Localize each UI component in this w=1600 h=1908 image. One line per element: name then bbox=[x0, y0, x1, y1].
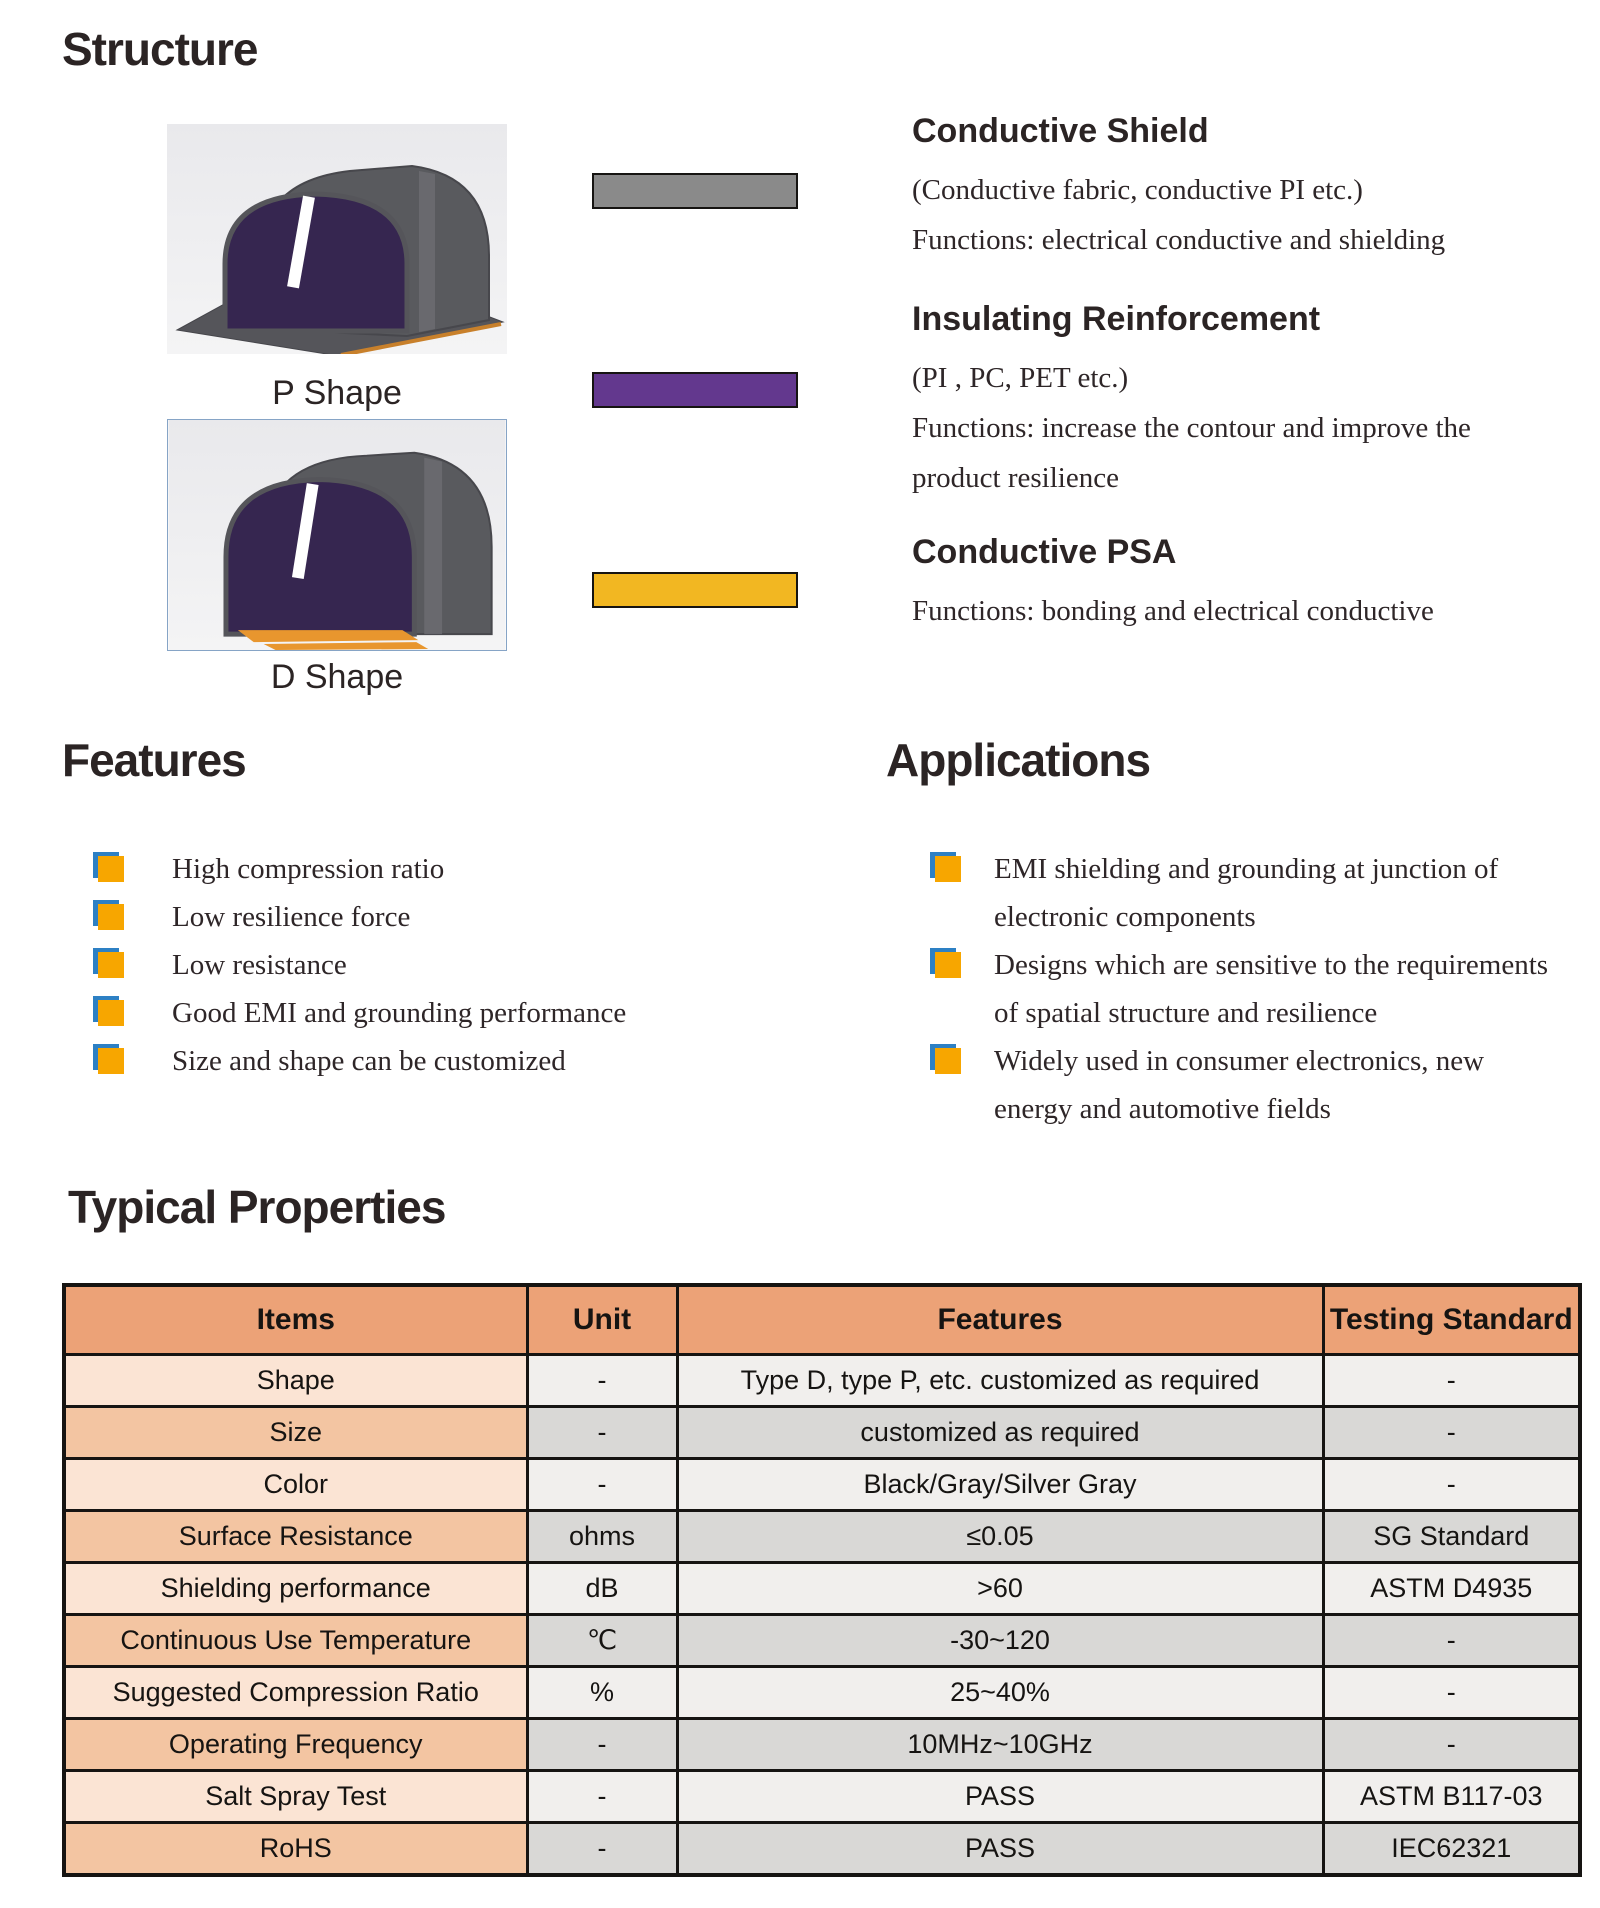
conductive-psa-block bbox=[912, 533, 1592, 636]
table-row bbox=[64, 1407, 1580, 1459]
p-shape-image bbox=[167, 124, 507, 354]
d-shape-insulation-opening bbox=[226, 479, 414, 634]
p-shape-rib bbox=[419, 171, 435, 332]
cell-standard: - bbox=[1323, 1615, 1580, 1667]
conductive-shield-functions: Functions: electrical conductive and shielding bbox=[912, 224, 1446, 256]
insulating-reinforcement-title: Insulating Reinforcement bbox=[912, 300, 1321, 338]
cell-unit: ℃ bbox=[527, 1615, 677, 1667]
features-heading: Features bbox=[62, 734, 246, 786]
table-row bbox=[64, 1667, 1580, 1719]
cell-unit: - bbox=[527, 1459, 677, 1511]
d-shape-rib bbox=[424, 458, 442, 634]
d-shape-psa-strip-1 bbox=[238, 630, 418, 642]
flag-bullet-icon bbox=[935, 952, 961, 978]
feature-item-label: Low resistance bbox=[172, 949, 347, 981]
cell-unit: - bbox=[527, 1771, 677, 1823]
flag-bullet-icon bbox=[935, 1048, 961, 1074]
feature-item-label: Low resilience force bbox=[172, 901, 411, 933]
application-item-line: Widely used in consumer electronics, new bbox=[994, 1045, 1485, 1077]
cell-standard: - bbox=[1323, 1667, 1580, 1719]
structure-heading: Structure bbox=[62, 23, 258, 75]
conductive-shield-block bbox=[912, 112, 1592, 265]
feature-item-label: Size and shape can be customized bbox=[172, 1045, 566, 1077]
cell-feature: 10MHz~10GHz bbox=[677, 1719, 1323, 1771]
col-header-features: Features bbox=[677, 1285, 1323, 1355]
conductive-shield-swatch bbox=[592, 173, 798, 209]
cell-unit: dB bbox=[527, 1563, 677, 1615]
cell-item: Operating Frequency bbox=[64, 1719, 527, 1771]
cell-feature: PASS bbox=[677, 1823, 1323, 1876]
cell-feature: PASS bbox=[677, 1771, 1323, 1823]
insulating-reinforcement-functions-line2: product resilience bbox=[912, 462, 1119, 494]
cell-item: Surface Resistance bbox=[64, 1511, 527, 1563]
table-row bbox=[64, 1459, 1580, 1511]
cell-standard: - bbox=[1323, 1459, 1580, 1511]
applications-list bbox=[930, 845, 1580, 1133]
conductive-psa-functions: Functions: bonding and electrical conductive bbox=[912, 595, 1434, 627]
cell-item: Suggested Compression Ratio bbox=[64, 1667, 527, 1719]
cell-standard: - bbox=[1323, 1355, 1580, 1407]
applications-heading: Applications bbox=[886, 734, 1151, 786]
flag-bullet-icon bbox=[98, 1048, 124, 1074]
flag-bullet-icon bbox=[98, 904, 124, 930]
cell-item: RoHS bbox=[64, 1823, 527, 1876]
cell-unit: - bbox=[527, 1719, 677, 1771]
col-header-items: Items bbox=[64, 1285, 527, 1355]
table-row bbox=[64, 1563, 1580, 1615]
table-row bbox=[64, 1823, 1580, 1876]
cell-standard: - bbox=[1323, 1407, 1580, 1459]
cell-item: Shielding performance bbox=[64, 1563, 527, 1615]
col-header-unit: Unit bbox=[527, 1285, 677, 1355]
application-item-line: energy and automotive fields bbox=[994, 1093, 1331, 1125]
conductive-shield-materials: (Conductive fabric, conductive PI etc.) bbox=[912, 174, 1363, 206]
cell-item: Salt Spray Test bbox=[64, 1771, 527, 1823]
p-shape-label: P Shape bbox=[272, 374, 402, 412]
cell-unit: - bbox=[527, 1823, 677, 1876]
cell-unit: ohms bbox=[527, 1511, 677, 1563]
flag-bullet-icon bbox=[935, 856, 961, 882]
insulating-reinforcement-block bbox=[912, 300, 1592, 503]
typical-properties-heading: Typical Properties bbox=[68, 1181, 446, 1233]
feature-item bbox=[93, 941, 693, 989]
typical-properties-table bbox=[62, 1283, 1582, 1877]
feature-item bbox=[93, 845, 693, 893]
cell-item: Continuous Use Temperature bbox=[64, 1615, 527, 1667]
cell-standard: IEC62321 bbox=[1323, 1823, 1580, 1876]
col-header-testing-standard: Testing Standard bbox=[1323, 1285, 1580, 1355]
application-item-line: of spatial structure and resilience bbox=[994, 997, 1378, 1029]
application-item-line: Designs which are sensitive to the requirements bbox=[994, 949, 1549, 981]
application-item bbox=[930, 845, 1580, 941]
conductive-psa-title: Conductive PSA bbox=[912, 533, 1177, 571]
cell-item: Size bbox=[64, 1407, 527, 1459]
features-list bbox=[93, 845, 693, 1085]
feature-item-label: Good EMI and grounding performance bbox=[172, 997, 627, 1029]
insulating-reinforcement-functions-line1: Functions: increase the contour and improve the bbox=[912, 412, 1471, 444]
p-shape-insulation-opening bbox=[225, 194, 407, 331]
feature-item bbox=[93, 989, 693, 1037]
table-row bbox=[64, 1615, 1580, 1667]
cell-feature: Type D, type P, etc. customized as required bbox=[677, 1355, 1323, 1407]
table-header-row bbox=[64, 1285, 1580, 1355]
flag-bullet-icon bbox=[98, 1000, 124, 1026]
cell-standard: - bbox=[1323, 1719, 1580, 1771]
cell-unit: - bbox=[527, 1407, 677, 1459]
conductive-psa-swatch bbox=[592, 572, 798, 608]
feature-item bbox=[93, 1037, 693, 1085]
application-item bbox=[930, 1037, 1580, 1133]
cell-standard: ASTM D4935 bbox=[1323, 1563, 1580, 1615]
d-shape-label: D Shape bbox=[270, 658, 404, 696]
cell-feature: >60 bbox=[677, 1563, 1323, 1615]
cell-item: Color bbox=[64, 1459, 527, 1511]
application-item-line: EMI shielding and grounding at junction of bbox=[994, 853, 1499, 885]
d-shape-image bbox=[167, 419, 507, 651]
table-row bbox=[64, 1719, 1580, 1771]
feature-item-label: High compression ratio bbox=[172, 853, 445, 885]
application-item bbox=[930, 941, 1580, 1037]
insulating-reinforcement-swatch bbox=[592, 372, 798, 408]
application-item-line: electronic components bbox=[994, 901, 1256, 933]
cell-standard: SG Standard bbox=[1323, 1511, 1580, 1563]
table-row bbox=[64, 1511, 1580, 1563]
cell-standard: ASTM B117-03 bbox=[1323, 1771, 1580, 1823]
cell-unit: % bbox=[527, 1667, 677, 1719]
table-row bbox=[64, 1355, 1580, 1407]
cell-feature: customized as required bbox=[677, 1407, 1323, 1459]
flag-bullet-icon bbox=[98, 952, 124, 978]
cell-feature: 25~40% bbox=[677, 1667, 1323, 1719]
insulating-reinforcement-materials: (PI , PC, PET etc.) bbox=[912, 362, 1129, 394]
conductive-shield-title: Conductive Shield bbox=[912, 112, 1209, 150]
cell-feature: ≤0.05 bbox=[677, 1511, 1323, 1563]
cell-item: Shape bbox=[64, 1355, 527, 1407]
cell-feature: Black/Gray/Silver Gray bbox=[677, 1459, 1323, 1511]
cell-unit: - bbox=[527, 1355, 677, 1407]
feature-item bbox=[93, 893, 693, 941]
table-row bbox=[64, 1771, 1580, 1823]
flag-bullet-icon bbox=[98, 856, 124, 882]
cell-feature: -30~120 bbox=[677, 1615, 1323, 1667]
